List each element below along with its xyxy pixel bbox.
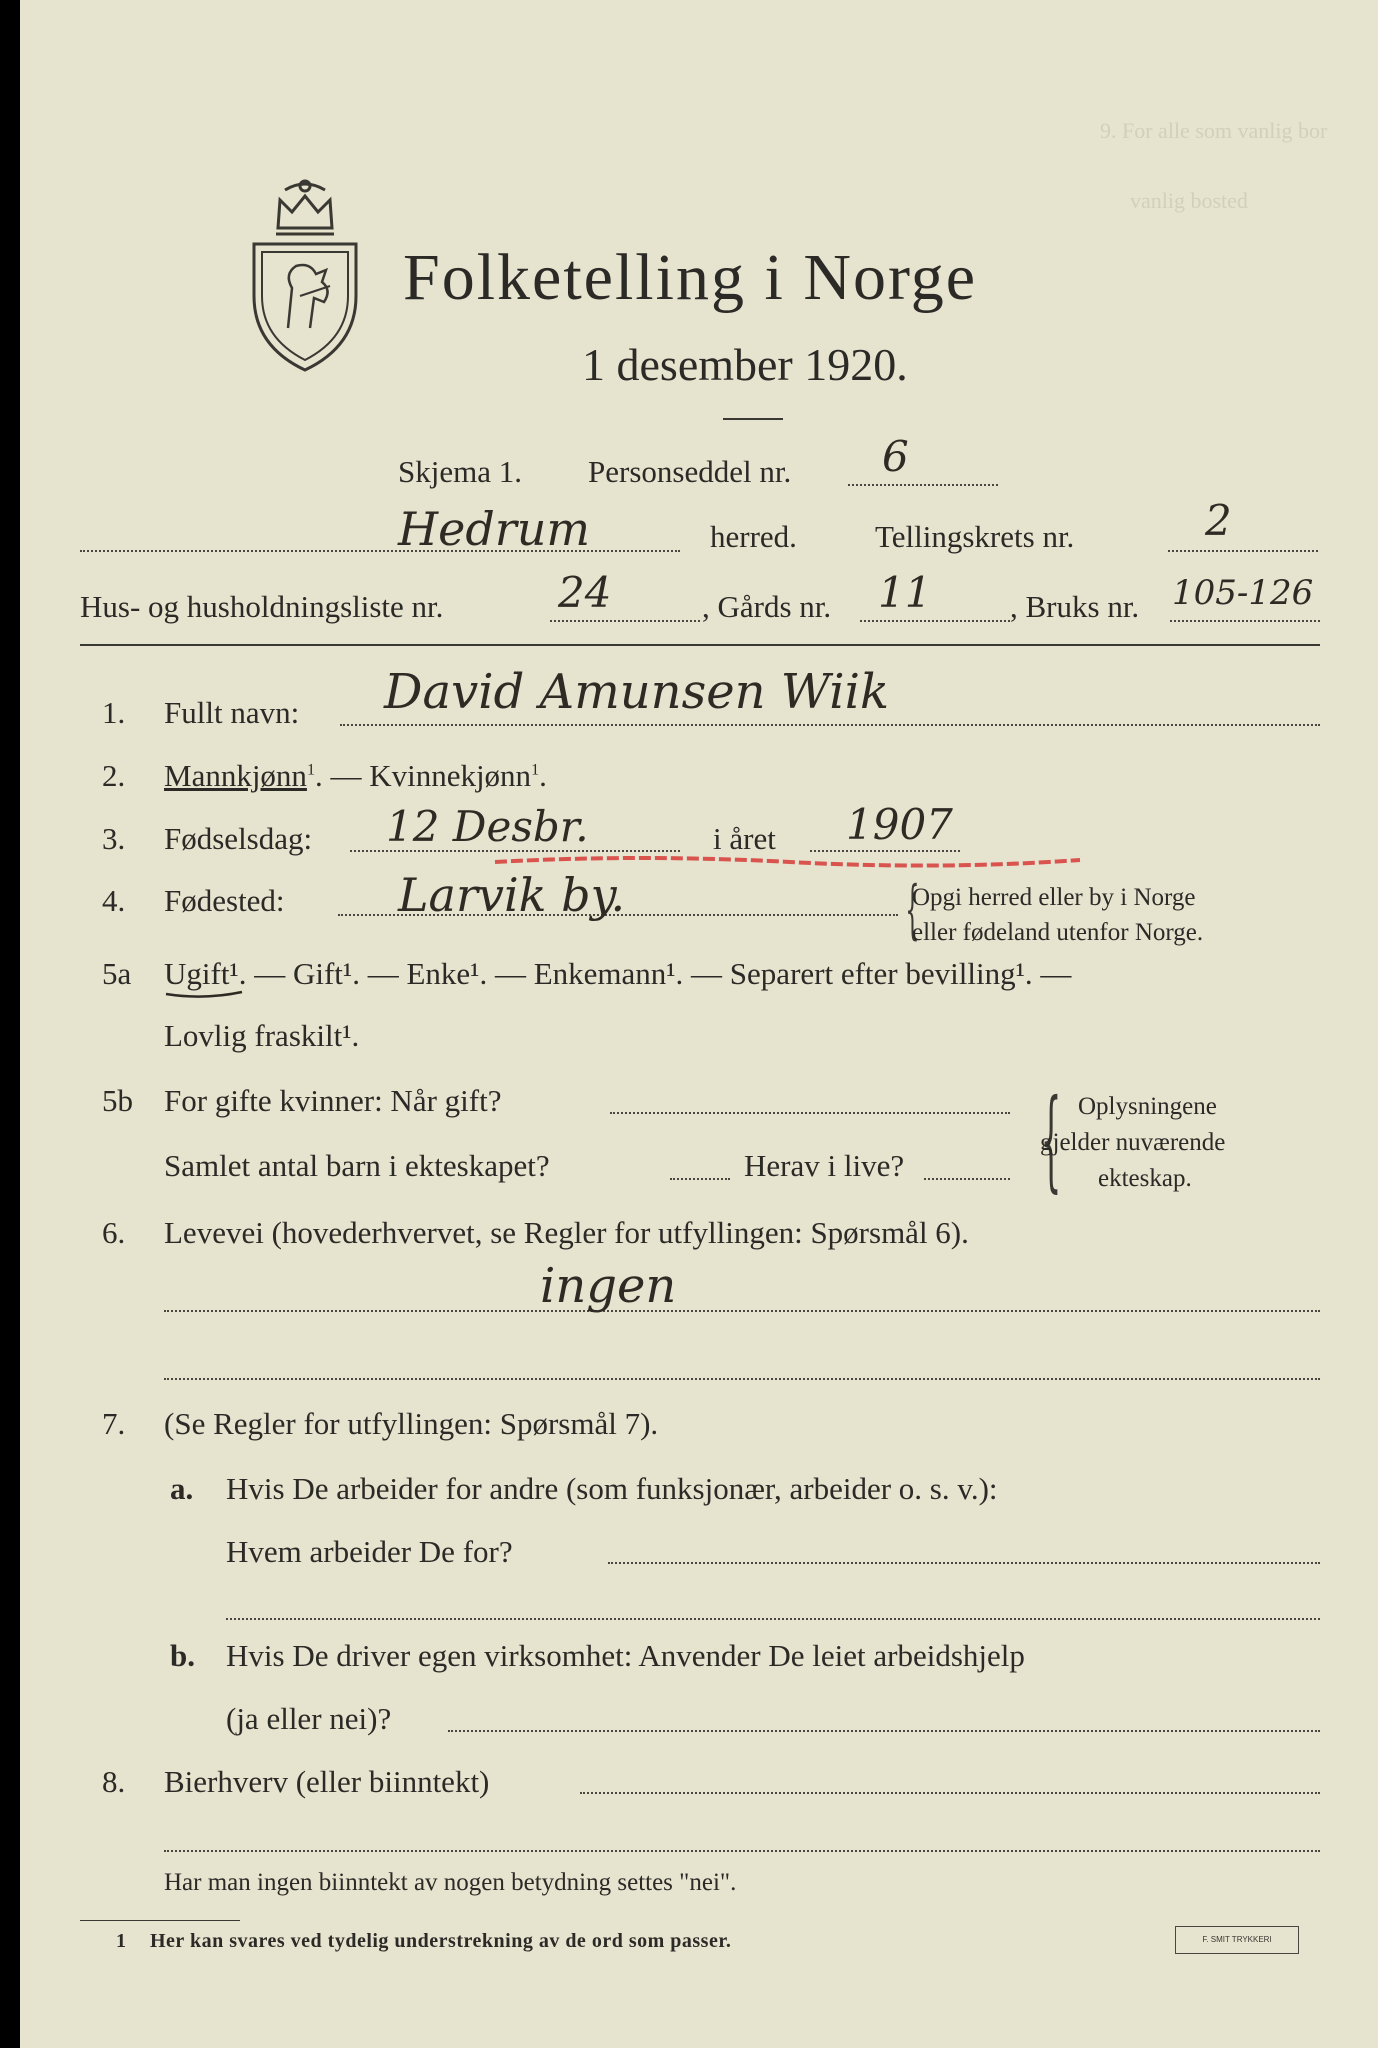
gards-line <box>860 620 1010 622</box>
q2-male-option[interactable]: Mannkjønn <box>164 758 307 793</box>
bruks-value[interactable]: 105-126 <box>1172 573 1314 613</box>
q7-number: 7. <box>102 1406 126 1441</box>
footnote-text: Her kan svares ved tydelig understrekning av de ord som passer. <box>150 1930 732 1952</box>
q4-number: 4. <box>102 883 126 918</box>
q6-value[interactable]: ingen <box>540 1258 677 1314</box>
bruks-line <box>1170 620 1320 622</box>
q5b-alive-line <box>924 1178 1010 1180</box>
q5b-brace: { <box>1040 1075 1062 1203</box>
q2-number: 2. <box>102 758 126 793</box>
q8-number: 8. <box>102 1764 126 1799</box>
q1-label: Fullt navn: <box>164 695 300 730</box>
q6-number: 6. <box>102 1215 126 1250</box>
printer-stamp: F. SMIT TRYKKERI <box>1175 1926 1299 1954</box>
q3-value[interactable]: 12 Desbr. <box>386 802 589 851</box>
census-form: 9. For alle som vanlig bor vanlig bosted Folketelling i Norge 1 desember 1920. Skjema 1. Personseddel nr. 6 Hedrum herred. Tellingskrets nr. 2 Hus- og husholdningsliste nr. 24 , Gårds nr. 11 , Bruks nr. 105-126 1. Fullt navn: David Amunsen Wiik 2. Mannkjønn$^1$. — Kvinnekjønn$^1$. 3. Fødselsdag: 12 Desbr. i året 1907 4. Fødested: Larvik by. { Opgi herred eller by i Norge eller fødeland utenfor Norge. 5a Ugift¹. — Gift¹. — Enke¹. — Enkemann¹. — Separert efter bevilling¹. — Lovlig fraskilt¹. 5b For gifte kvinner: Når gift? Samlet antal barn i ekteskapet? Herav i live? { Oplysningene gjelder nuværende ekteskap. 6. Levevei (hovederhvervet, se Regler for utfyllingen: Spørsmål 6). ingen 7. (Se Regler for utfyllingen: Spørsmål 7). a. Hvis De arbeider for andre (som funksjonær, arbeider o. s. v.): Hvem arbeider De for? b. Hvis De driver egen virksomhet: Anvender De leiet arbeidshjelp (ja eller nei)? 8. Bierhverv (eller biinntekt) Har man ingen biinntekt av nogen betydning settes "nei". 1 Her kan svares ved tydelig understrekning av de ord som passer. F. SMIT TRYKKERI <box>20 0 1378 2048</box>
q3-year-value[interactable]: 1907 <box>846 800 953 849</box>
personseddel-label: Personseddel nr. <box>588 454 792 489</box>
q5a-options[interactable]: Ugift¹. — Gift¹. — Enke¹. — Enkemann¹. — Separert efter bevilling¹. — <box>164 956 1072 991</box>
q8-answer-line1 <box>580 1792 1320 1794</box>
q6-line1 <box>164 1310 1320 1312</box>
q5b-note2: gjelder nuværende <box>1040 1129 1226 1156</box>
q7a-line1: Hvis De arbeider for andre (som funksjonær, arbeider o. s. v.): <box>226 1471 998 1506</box>
q7a-answer-line2 <box>226 1618 1320 1620</box>
personseddel-value[interactable]: 6 <box>882 432 909 481</box>
form-date: 1 desember 1920. <box>582 339 908 390</box>
q7a-number: a. <box>170 1471 194 1506</box>
q5a-options-line2[interactable]: Lovlig fraskilt¹. <box>164 1018 360 1053</box>
q4-note-line1: Opgi herred eller by i Norge <box>912 884 1196 911</box>
bruks-label: , Bruks nr. <box>1010 589 1140 624</box>
q3-number: 3. <box>102 821 126 856</box>
title-divider <box>723 418 783 420</box>
q1-value[interactable]: David Amunsen Wiik <box>384 664 890 720</box>
footnote-divider <box>80 1920 240 1921</box>
q8-label: Bierhverv (eller biinntekt) <box>164 1764 490 1799</box>
husliste-label: Hus- og husholdningsliste nr. <box>80 589 444 624</box>
ugift-underline <box>164 988 244 1002</box>
tellingskrets-line <box>1168 550 1318 552</box>
q5b-children-line <box>670 1178 730 1180</box>
q4-brace: { <box>905 873 920 947</box>
q5a-number: 5a <box>102 956 132 991</box>
husliste-line <box>550 620 700 622</box>
q7b-number: b. <box>170 1638 195 1673</box>
q1-line <box>340 724 1320 726</box>
q4-label: Fødested: <box>164 883 285 918</box>
tellingskrets-label: Tellingskrets nr. <box>875 519 1075 554</box>
q5b-note1: Oplysningene <box>1078 1093 1217 1120</box>
q5b-married-line <box>610 1112 1010 1114</box>
q3-year-label: i året <box>713 821 776 856</box>
q5b-number: 5b <box>102 1083 133 1118</box>
q8-answer-line2 <box>164 1850 1320 1852</box>
skjema-label: Skjema 1. <box>398 454 522 489</box>
coat-of-arms-icon <box>240 178 370 378</box>
q7b-answer-line <box>448 1730 1320 1732</box>
q2-female-option[interactable]: Kvinnekjønn <box>369 758 532 793</box>
header-divider <box>80 644 1320 646</box>
q5b-children-label: Samlet antal barn i ekteskapet? <box>164 1148 550 1183</box>
q7a-answer-line1 <box>608 1562 1320 1564</box>
tellingskrets-value[interactable]: 2 <box>1205 496 1232 545</box>
q7b-line1: Hvis De driver egen virksomhet: Anvender De leiet arbeidshjelp <box>226 1638 1025 1673</box>
footnote-mark: 1 <box>116 1930 126 1952</box>
gards-value[interactable]: 11 <box>878 568 932 617</box>
q7b-line2: (ja eller nei)? <box>226 1701 392 1736</box>
q5b-note3: ekteskap. <box>1098 1165 1192 1192</box>
q7-label: (Se Regler for utfyllingen: Spørsmål 7). <box>164 1406 659 1441</box>
q6-label: Levevei (hovederhvervet, se Regler for utfyllingen: Spørsmål 6). <box>164 1215 969 1250</box>
q7a-line2: Hvem arbeider De for? <box>226 1534 513 1569</box>
personseddel-line <box>848 484 998 486</box>
q3-label: Fødselsdag: <box>164 821 313 856</box>
herred-label: herred. <box>710 519 797 554</box>
herred-value[interactable]: Hedrum <box>398 502 591 556</box>
q5b-line1: For gifte kvinner: Når gift? <box>164 1083 502 1118</box>
form-title: Folketelling i Norge <box>403 241 978 314</box>
gards-label: , Gårds nr. <box>702 589 832 624</box>
q4-value[interactable]: Larvik by. <box>398 868 626 922</box>
q2-options: Mannkjønn$^1$. — Kvinnekjønn$^1$. <box>164 758 547 793</box>
q1-number: 1. <box>102 695 126 730</box>
q6-line2 <box>164 1378 1320 1380</box>
bottom-note: Har man ingen biinntekt av nogen betydning settes "nei". <box>164 1869 737 1896</box>
q5b-alive-label: Herav i live? <box>744 1148 905 1183</box>
q4-note-line2: eller fødeland utenfor Norge. <box>912 919 1204 946</box>
husliste-value[interactable]: 24 <box>558 568 612 617</box>
